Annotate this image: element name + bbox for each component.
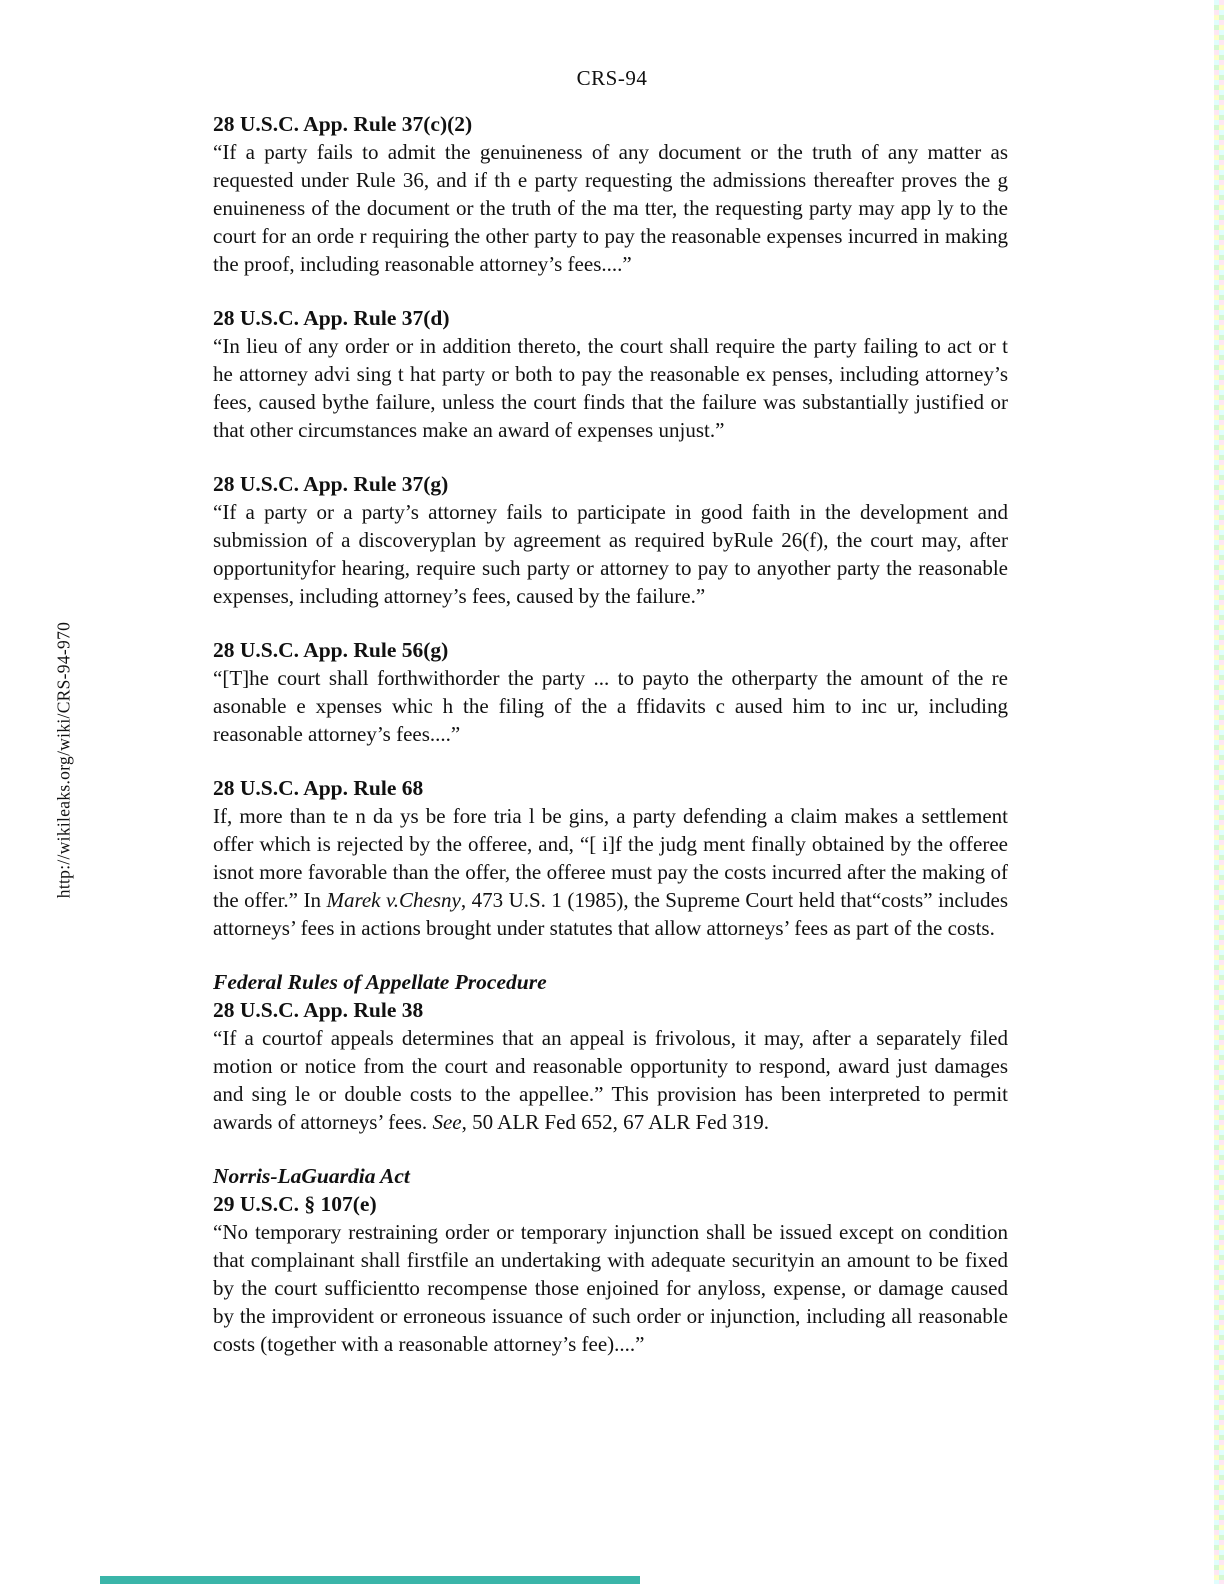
- rule-heading: 28 U.S.C. App. Rule 37(d): [213, 306, 450, 330]
- rule-heading: 28 U.S.C. App. Rule 37(c)(2): [213, 112, 473, 136]
- rule-section: [213, 968, 1008, 1136]
- rule-heading: 28 U.S.C. App. Rule 56(g): [213, 638, 449, 662]
- wikileaks-source-url: http://wikileaks.org/wiki/CRS-94-970: [53, 621, 74, 899]
- rule-section: [213, 1162, 1008, 1358]
- rule-text-segment: “If a party fails to admit the genuineness of any document or the truth of any matter as requested under Rule 36, and if th e party requesting the admissions thereafter proves the g enuineness of the document or the truth of the ma tter, the requesting party may app ly to the court for an orde r requiring the other party to pay the reasonable expenses incurred in making the proof, including reasonable attorney’s fees....”: [213, 140, 1008, 276]
- rule-section: [213, 636, 1008, 748]
- act-group-heading: Norris-LaGuardia Act: [213, 1164, 410, 1188]
- rule-text: [213, 138, 1008, 278]
- rule-heading: 28 U.S.C. App. Rule 68: [213, 776, 424, 800]
- italic-citation: Marek v.Chesny: [326, 888, 461, 912]
- rule-section: [213, 304, 1008, 444]
- rule-heading: 28 U.S.C. App. Rule 38: [213, 998, 424, 1022]
- rule-text-segment: , 473 U.S. 1 (1985), the Supreme Court held that“costs” includes attorneys’ fees in actions brought under statutes that allow attorneys’ fees as part of the costs.: [213, 888, 1008, 940]
- bottom-edge-teal-bar: [100, 1576, 640, 1584]
- document-body: [213, 110, 1008, 1358]
- rule-text: [213, 802, 1008, 942]
- rule-text: [213, 332, 1008, 444]
- rule-text-segment: “If a courtof appeals determines that an appeal is frivolous, it may, after a separately filed motion or notice from the court and reasonable opportunity to respond, award just damages and sing le or double costs to the appellee.” This provision has been interpreted to permit awards of attorneys’ fees.: [213, 1026, 1008, 1134]
- right-edge-artifact-pattern-outer: [1219, 0, 1224, 1584]
- rule-section: [213, 774, 1008, 942]
- rule-text-segment: If, more than te n da ys be fore tria l be gins, a party defending a claim makes a settlement offer which is rejected by the offeree, and, “[ i]f the judg ment finally obtained by the offeree isnot more favorable than the offer, the offeree must pay the costs incurred after the making of the offer.” In: [213, 804, 1008, 912]
- page-number-header: CRS-94: [576, 66, 648, 90]
- rule-text-segment: “[T]he court shall forthwithorder the party ... to payto the otherparty the amount of the re asonable e xpenses whic h the filing of the a ffidavits c aused him to inc ur, including reasonable attorney’s fees....”: [213, 666, 1008, 746]
- rule-text: [213, 1218, 1008, 1358]
- rule-text: [213, 1024, 1008, 1136]
- italic-citation: See: [432, 1110, 462, 1134]
- rule-text-segment: “No temporary restraining order or temporary injunction shall be issued except on condition that complainant shall firstfile an undertaking with adequate securityin an amount to be fixed by the court sufficientto recompense those enjoined for anyloss, expense, or damage caused by the improvident or erroneous issuance of such order or injunction, including all reasonable costs (together with a reasonable attorney’s fee)....”: [213, 1220, 1008, 1356]
- rule-text-segment: “In lieu of any order or in addition thereto, the court shall require the party failing to act or t he attorney advi sing t hat party or both to pay the reasonable ex penses, including attorney’s fees, caused bythe failure, unless the court finds that the failure was substantially justified or that other circumstances make an award of expenses unjust.”: [213, 334, 1008, 442]
- rule-heading: 28 U.S.C. App. Rule 37(g): [213, 472, 449, 496]
- rule-heading: 29 U.S.C. § 107(e): [213, 1192, 377, 1216]
- rule-text-segment: , 50 ALR Fed 652, 67 ALR Fed 319.: [461, 1110, 770, 1134]
- rule-text: [213, 664, 1008, 748]
- rule-section: [213, 110, 1008, 278]
- rule-text-segment: “If a party or a party’s attorney fails to participate in good faith in the development and submission of a discoveryplan by agreement as required byRule 26(f), the court may, after opportunityfor hearing, require such party or attorney to pay to anyother party the reasonable expenses, including attorney’s fees, caused by the failure.”: [213, 500, 1008, 608]
- act-group-heading: Federal Rules of Appellate Procedure: [213, 970, 547, 994]
- rule-section: [213, 470, 1008, 610]
- rule-text: [213, 498, 1008, 610]
